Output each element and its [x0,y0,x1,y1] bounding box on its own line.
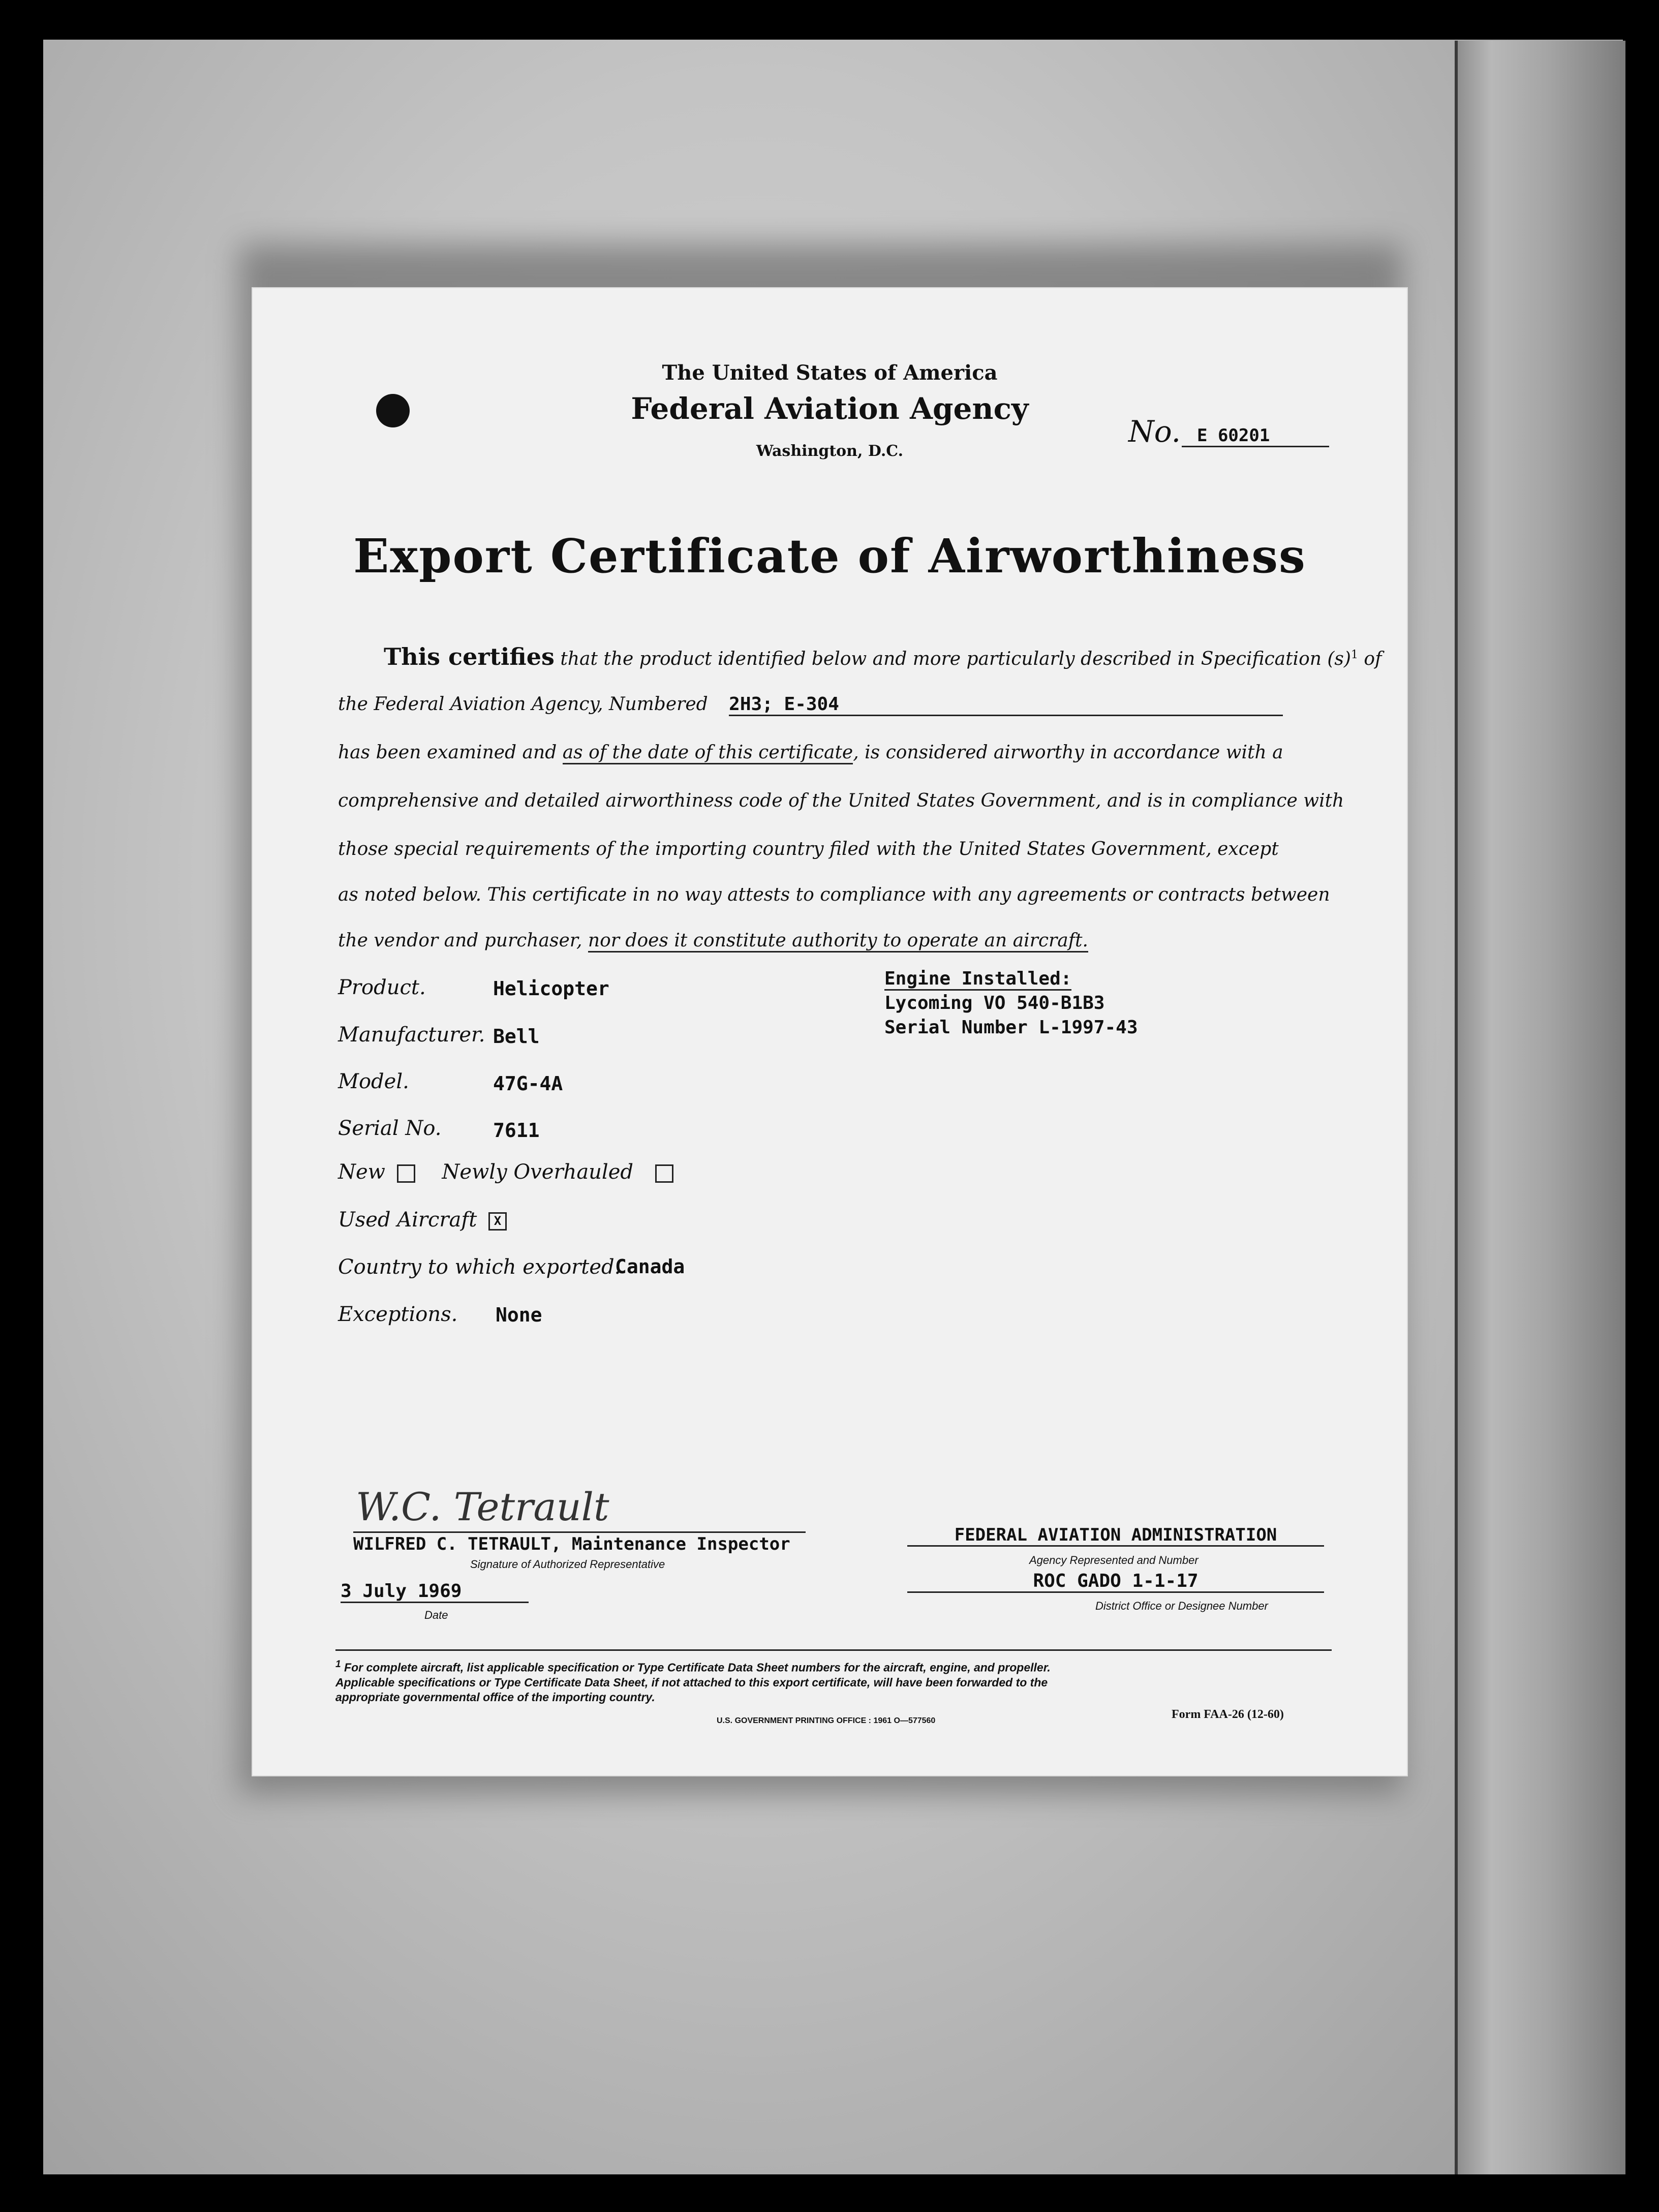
overhauled-checkbox[interactable] [655,1164,673,1183]
body-line-2 [338,694,1283,716]
used-row [338,1208,507,1232]
new-label: New [338,1160,385,1184]
certificate-page [252,287,1408,1776]
certificate-number: E 60201 [1182,425,1329,447]
body-text-7a: the vendor and purchaser, [338,930,582,951]
body-text-of: of [1364,649,1382,669]
new-checkbox[interactable] [397,1164,415,1183]
body-footnote-marker: 1 [1350,649,1358,661]
serial-label: Serial No. [338,1117,442,1140]
engine-serial: Serial Number L-1997-43 [884,1017,1138,1038]
body-lead: This certifies [384,643,555,670]
model-label: Model. [338,1070,409,1093]
exceptions-value: None [496,1304,542,1326]
footnote [335,1657,1332,1705]
body-text-1: that the product identified below and more particularly described in Specification (s) [560,649,1351,669]
printing-office: U.S. GOVERNMENT PRINTING OFFICE : 1961 O—577560 [717,1716,936,1725]
folder-edge [1455,41,1625,2174]
signature-caption: Signature of Authorized Representative [470,1558,665,1571]
exceptions-label: Exceptions. [338,1303,458,1326]
body-text-3a: has been examined and [338,742,557,763]
footnote-line-1 [335,1657,1332,1675]
form-number: Form FAA-26 (12-60) [1172,1708,1284,1721]
body-text-2: the Federal Aviation Agency, Numbered [338,694,708,715]
handwritten-signature: W.C. Tetrault [356,1484,609,1529]
body-line-6: as noted below. This certificate in no way attests to compliance with any agreements or contracts between [338,884,1330,905]
country-value: Canada [615,1255,685,1278]
district-office: ROC GADO 1-1-17 [907,1571,1324,1593]
body-text-3b: as of the date of this certificate [563,742,853,764]
body-line-5: those special requirements of the importing country filed with the United States Government, except [338,839,1279,859]
body-text-3c: , is considered airworthy in accordance with a [853,742,1283,763]
body-line-3 [338,742,1283,763]
agency-caption: Agency Represented and Number [1029,1554,1199,1566]
signatory-name: WILFRED C. TETRAULT, Maintenance Inspector [353,1531,806,1554]
footnote-line-3: appropriate governmental office of the importing country. [335,1690,655,1704]
header-agency: Federal Aviation Agency [631,391,1029,426]
manufacturer-value: Bell [493,1025,540,1048]
footnote-rule [335,1649,1332,1651]
footnote-line-2: Applicable specifications or Type Certificate Data Sheet, if not attached to this export certificate, will have been forwarded to the [335,1675,1048,1689]
overhauled-label: Newly Overhauled [442,1160,633,1184]
footnote-text-1: For complete aircraft, list applicable specification or Type Certificate Data Sheet numbers for the aircraft, engine, and propeller. [344,1661,1051,1674]
manufacturer-label: Manufacturer. [338,1023,485,1047]
product-value: Helicopter [493,977,609,1000]
header-country: The United States of America [662,361,998,385]
date-caption: Date [424,1609,448,1621]
body-text-7b: nor does it constitute authority to operate an aircraft. [588,930,1088,953]
agency-name: FEDERAL AVIATION ADMINISTRATION [907,1525,1324,1547]
serial-value: 7611 [493,1119,540,1142]
page-title: Export Certificate of Airworthiness [353,529,1306,583]
certificate-number-label: No. [1128,414,1181,449]
spec-numbers: 2H3; E-304 [729,694,1283,716]
used-label: Used Aircraft [338,1208,477,1232]
country-label: Country to which exported. [338,1255,621,1279]
body-line-7 [338,930,1088,951]
used-checkbox[interactable]: X [488,1212,507,1231]
model-value: 47G-4A [493,1072,563,1095]
district-office-caption: District Office or Designee Number [1095,1600,1268,1612]
body-line-4: comprehensive and detailed airworthiness code of the United States Government, and is in compliance with [338,790,1344,811]
engine-model: Lycoming VO 540-B1B3 [884,993,1105,1013]
header-city: Washington, D.C. [756,442,904,460]
new-row [338,1160,673,1184]
signature-date: 3 July 1969 [341,1581,529,1603]
footnote-marker: 1 [335,1659,341,1670]
engine-heading: Engine Installed: [884,968,1071,991]
product-label: Product. [338,976,426,999]
body-line-1 [384,643,1381,670]
